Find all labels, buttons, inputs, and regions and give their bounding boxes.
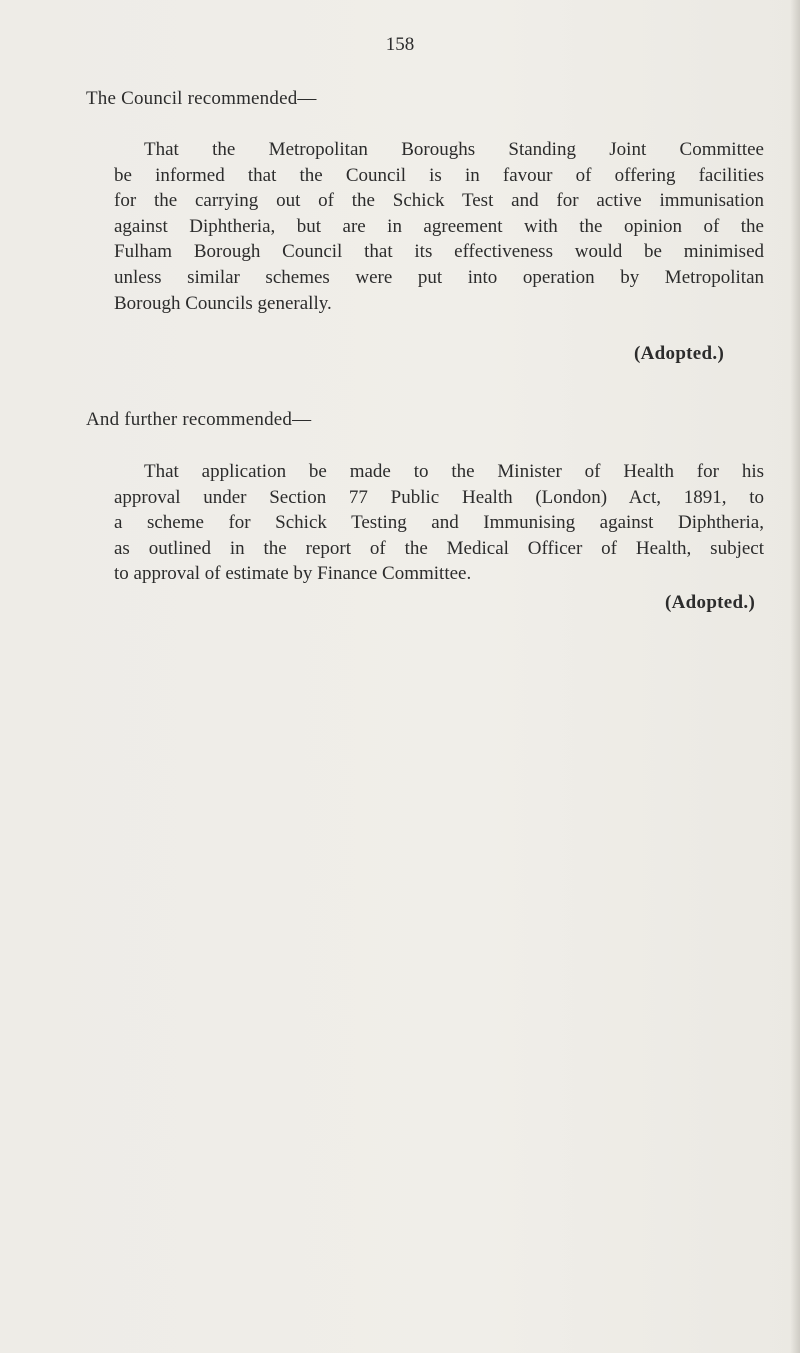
recommendation-1-intro: The Council recommended— <box>86 88 317 109</box>
page-number: 158 <box>385 34 415 55</box>
recommendation-1-line: against Diphtheria, but are in agreement with the opinion of the <box>114 215 764 237</box>
recommendation-1-body <box>114 137 764 316</box>
recommendation-1-line: for the carrying out of the Schick Test and for active immunisation <box>114 190 764 212</box>
recommendation-2-outcome: (Adopted.) <box>665 592 756 613</box>
recommendation-1-line: That the Metropolitan Boroughs Standing Joint Committee <box>144 139 764 160</box>
recommendation-2-line: as outlined in the report of the Medical Officer of Health, subject <box>114 537 764 559</box>
recommendation-1-line: Fulham Borough Council that its effectiveness would be minimised <box>114 241 764 263</box>
recommendation-2-body <box>114 459 764 587</box>
recommendation-2-intro: And further recommended— <box>86 409 312 430</box>
recommendation-2-line: to approval of estimate by Finance Committee. <box>114 563 472 585</box>
recommendation-1-line: be informed that the Council is in favour of offering facilities <box>114 164 764 186</box>
recommendation-1-line: Borough Councils generally. <box>114 292 332 314</box>
recommendation-2-line: approval under Section 77 Public Health (London) Act, 1891, to <box>114 486 764 508</box>
page-edge-shadow <box>790 0 800 1353</box>
recommendation-1-line: unless similar schemes were put into operation by Metropolitan <box>114 266 764 288</box>
recommendation-2-line: That application be made to the Minister of Health for his <box>144 461 764 482</box>
recommendation-1-outcome: (Adopted.) <box>634 343 725 364</box>
recommendation-2-line: a scheme for Schick Testing and Immunising against Diphtheria, <box>114 512 764 534</box>
